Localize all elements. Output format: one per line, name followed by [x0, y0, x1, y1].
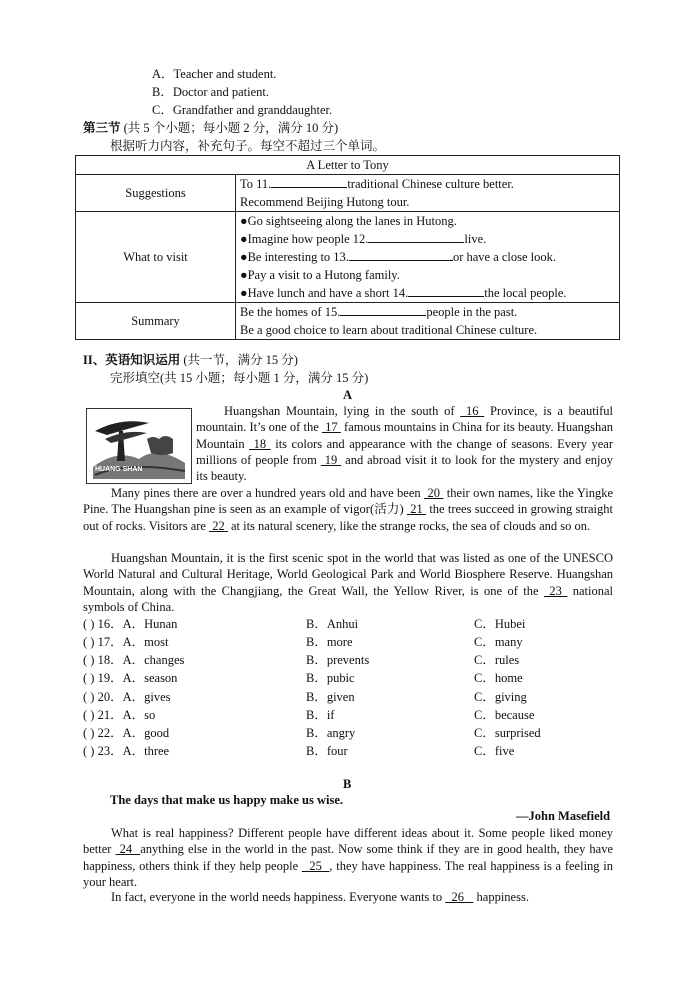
part2-title: II、英语知识运用 — [83, 353, 181, 367]
suggestion-line-2: Recommend Beijing Hutong tour. — [240, 195, 410, 209]
bullet-icon: ● — [240, 250, 248, 264]
visit-item: ●Be interesting to 13. or have a close look. — [240, 250, 557, 264]
question-17[interactable]: ( ) 17．A．most — [83, 635, 169, 649]
passage-a-p1-top: Huangshan Mountain, lying in the south of 16 Province, is a beautiful mountain. It’s one of the 17 famous mountains in China for its beauty. Huangshan Mountain 18 its colors and appearance with the change of seasons. Every year millions of people from 19 and abroad visit it to look for the mystery and enjoy its beauty. — [196, 404, 614, 484]
blank-16[interactable]: 16 — [460, 404, 485, 418]
option-17-b[interactable]: B．more — [306, 635, 353, 649]
blank-17[interactable]: 17 — [321, 420, 341, 435]
question-23[interactable]: ( ) 23．A．three — [83, 744, 170, 758]
option-18-c[interactable]: C．rules — [474, 653, 520, 667]
bullet-icon: ● — [240, 214, 248, 228]
question-19[interactable]: ( ) 19．A．season — [83, 671, 178, 685]
blank-20[interactable]: 20 — [424, 486, 444, 500]
section3-instruction: 根据听力内容，补充句子。每空不超过三个单词。 — [110, 139, 386, 153]
passage-b-label: B — [343, 777, 352, 791]
visit-label: What to visit — [76, 212, 236, 303]
passage-a-p2: Many pines there are over a hundred years old and have been 20 their own names, like the Yingke Pine. The Huangshan pine is seen as an example of vigor(活力) 21 the trees succeed in growing straight out of rocks. Visitors are 22 at its natural scenery, like the strange rocks, the sea of clouds and so on. — [83, 486, 614, 533]
blank-15[interactable] — [340, 303, 426, 316]
letter-table — [75, 155, 620, 340]
part2-info: (共一节，满分 15 分) — [183, 353, 298, 367]
option-18-b[interactable]: B．prevents — [306, 653, 370, 667]
option-20-c[interactable]: C．giving — [474, 690, 527, 704]
option-b: B．Doctor and patient. — [152, 85, 269, 99]
bullet-icon: ● — [240, 268, 248, 282]
option-21-c[interactable]: C．because — [474, 708, 535, 722]
blank-19[interactable]: 19 — [320, 452, 342, 467]
summary-cell — [236, 303, 620, 340]
option-23-c[interactable]: C．five — [474, 744, 515, 758]
part2-heading — [83, 352, 298, 368]
passage-b-p2: In fact, everyone in the world needs happiness. Everyone wants to 26 happiness. — [111, 890, 529, 904]
option-23-b[interactable]: B．four — [306, 744, 348, 758]
section3-title: 第三节 — [83, 121, 121, 135]
section3-heading — [83, 120, 338, 136]
section3-info: (共 5 个小题；每小题 2 分，满分 10 分) — [123, 121, 339, 135]
blank-24[interactable]: 24 — [115, 842, 141, 857]
visit-item: ●Pay a visit to a Hutong family. — [240, 268, 400, 282]
option-20-b[interactable]: B．given — [306, 690, 355, 704]
summary-line-2: Be a good choice to learn about traditional Chinese culture. — [240, 323, 538, 337]
logo-caption: HUANG SHAN — [95, 466, 143, 473]
option-c: C．Grandfather and granddaughter. — [152, 103, 333, 117]
table-title: A Letter to Tony — [76, 156, 620, 175]
blank-18[interactable]: 18 — [249, 436, 271, 451]
blank-26[interactable]: 26 — [445, 890, 474, 904]
passage-b-p1: What is real happiness? Different people have different ideas about it. Some people liked money better 24 anything else in the world in the past. Now some think if they are in good health, they have happiness, others think if they help people 25 , they have happiness. The real happiness is a feeling in your heart. — [83, 826, 614, 889]
summary-label: Summary — [76, 303, 236, 340]
blank-13[interactable] — [349, 248, 453, 261]
option-16-b[interactable]: B．Anhui — [306, 617, 359, 631]
question-20[interactable]: ( ) 20．A．gives — [83, 690, 171, 704]
visit-item: ●Imagine how people 12. live. — [240, 232, 487, 246]
question-18[interactable]: ( ) 18．A．changes — [83, 653, 185, 667]
passage-a-p3: Huangshan Mountain, it is the first scenic spot in the world that was listed as one of the UNESCO World Natural and Cultural Heritage, World Geological Park and World Biosphere Reserve. Huangshan Mountain, along with the Changjiang, the Great Wall, the Yellow River, is one of the 23 national symbols of China. — [83, 551, 614, 614]
blank-14[interactable] — [408, 284, 484, 297]
question-16[interactable]: ( ) 16．A．Hunan — [83, 617, 178, 631]
option-19-c[interactable]: C．home — [474, 671, 523, 685]
blank-11[interactable] — [271, 175, 347, 188]
option-19-b[interactable]: B．pubic — [306, 671, 355, 685]
question-22[interactable]: ( ) 22．A．good — [83, 726, 170, 740]
blank-25[interactable]: 25 — [301, 858, 330, 873]
huangshan-logo — [86, 408, 192, 484]
option-21-b[interactable]: B．if — [306, 708, 335, 722]
bullet-icon: ● — [240, 286, 248, 300]
blank-22[interactable]: 22 — [209, 518, 228, 533]
suggestions-label: Suggestions — [76, 175, 236, 212]
option-22-b[interactable]: B．angry — [306, 726, 356, 740]
visit-item: ●Have lunch and have a short 14. the local people. — [240, 286, 567, 300]
passage-b-quote: The days that make us happy make us wise. — [110, 793, 344, 807]
option-22-c[interactable]: C．surprised — [474, 726, 541, 740]
passage-b-author: —John Masefield — [516, 809, 611, 823]
summary-line-1: Be the homes of 15. people in the past. — [240, 305, 518, 319]
visit-item: ●Go sightseeing along the lanes in Hutong. — [240, 214, 457, 228]
option-17-c[interactable]: C．many — [474, 635, 523, 649]
option-a: A．Teacher and student. — [152, 67, 277, 81]
bullet-icon: ● — [240, 232, 248, 246]
blank-21[interactable]: 21 — [407, 502, 427, 517]
option-16-c[interactable]: C．Hubei — [474, 617, 526, 631]
blank-12[interactable] — [368, 230, 464, 243]
part2-sub: 完形填空(共 15 小题；每小题 1 分，满分 15 分) — [110, 371, 369, 385]
suggestions-cell — [236, 175, 620, 212]
question-21[interactable]: ( ) 21．A．so — [83, 708, 156, 722]
visit-cell — [236, 212, 620, 303]
blank-23[interactable]: 23 — [544, 583, 568, 598]
suggestion-line-1: To 11. traditional Chinese culture better. — [240, 177, 514, 191]
passage-a-label: A — [343, 388, 353, 402]
